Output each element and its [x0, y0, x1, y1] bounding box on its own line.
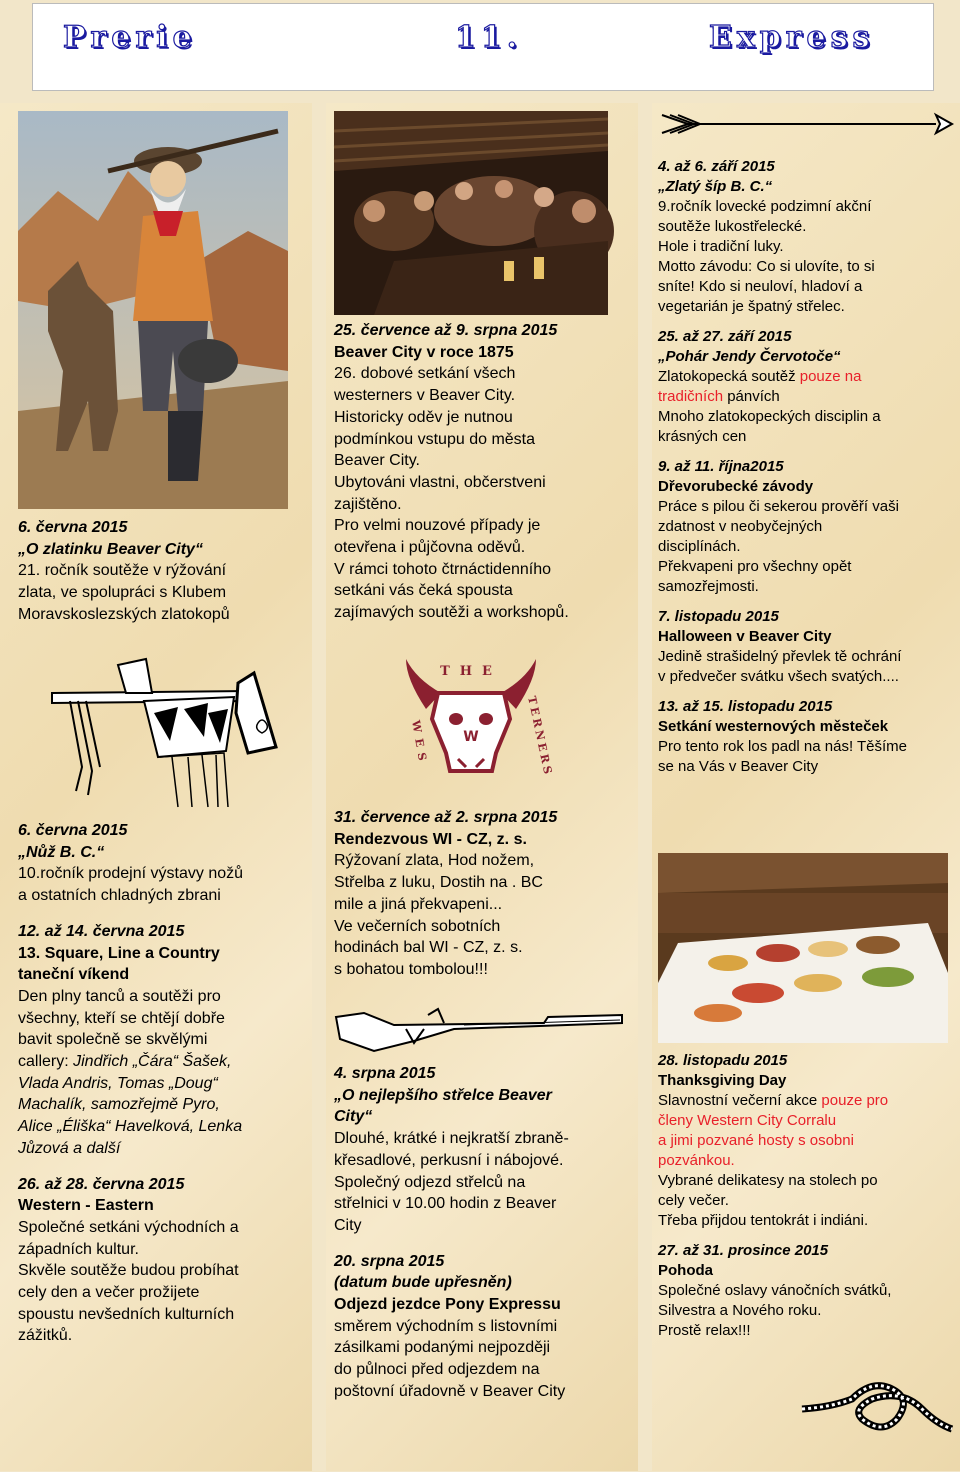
event-title: „Pohár Jendy Červotoče“ [658, 348, 841, 365]
event-line: setkáni vás čeká spousta [334, 582, 513, 600]
logo-top-word: THE [440, 664, 502, 679]
event-title: 13. Square, Line a Country [18, 944, 220, 962]
event-line: 26. dobové setkání všech [334, 365, 516, 383]
column-left [0, 103, 312, 1471]
event-date: 6. června 2015 [18, 822, 128, 839]
column-middle [326, 103, 638, 1471]
event-line: Silvestra a Nového roku. [658, 1302, 822, 1319]
event-title: Odjezd jezdce Pony Expressu [334, 1296, 561, 1314]
event-line: Mnoho zlatokopeckých disciplin a [658, 408, 881, 425]
event-thanksgiving [658, 1051, 891, 1341]
event-gold-panning [18, 517, 230, 626]
rifle-illustration [334, 1003, 624, 1055]
event-line: Ve večerních sobotních [334, 917, 501, 935]
event-line: vegetarián je špatný střelec. [658, 298, 845, 315]
event-line: V rámci tohoto čtrnáctidenního [334, 560, 552, 578]
event-date: 4. srpna 2015 [334, 1065, 436, 1082]
event-line: Beaver City. [334, 452, 420, 470]
event-line: Moravskoslezských zlatokopů [18, 605, 230, 623]
event-date: 20. srpna 2015 [334, 1252, 445, 1270]
event-title: Thanksgiving Day [658, 1072, 787, 1089]
event-line: otevřena i půjčovna oděvů. [334, 539, 526, 557]
event-line: Vybrané delikatesy na stolech po [658, 1172, 878, 1189]
event-title: taneční víkend [18, 966, 130, 984]
event-highlight: pozvánkou. [658, 1152, 735, 1169]
logo-left-word: WES [409, 719, 430, 768]
event-golden-arrow [658, 157, 907, 777]
event-date: 26. až 28. června 2015 [18, 1175, 185, 1193]
event-beaver-city-1875 [334, 320, 569, 624]
event-title: Setkání westernových městeček [658, 718, 889, 735]
event-highlight: členy Western City Corralu [658, 1112, 837, 1129]
event-line: 9.ročník lovecké podzimní akční [658, 198, 872, 215]
event-line: Zlatokopecká soutěž [658, 368, 800, 385]
event-line: Překvapeni pro všechny opět [658, 558, 852, 575]
event-line: mile a jiná překvapeni... [334, 895, 503, 913]
header-right-word: Express [709, 20, 875, 55]
event-line: 10.ročník prodejní výstavy nožů [18, 865, 244, 883]
event-line: callery: [18, 1053, 74, 1071]
event-date: 27. až 31. prosince 2015 [658, 1242, 829, 1259]
event-line: zajímavých soutěži a workshopů. [334, 604, 569, 622]
prospector-painting [18, 111, 288, 509]
event-date: 6. června 2015 [18, 519, 128, 536]
event-date: 28. listopadu 2015 [658, 1052, 788, 1069]
event-line: s bohatou tombolou!!! [334, 960, 488, 978]
event-line: hodinách bal WI - CZ, z. s. [334, 939, 523, 957]
event-line: westerners v Beaver City. [334, 387, 516, 405]
event-line: Společný odjezd střelců na [334, 1173, 526, 1191]
event-date: 4. až 6. září 2015 [658, 158, 775, 175]
caller-name: Machalík, samozřejmě Pyro, [18, 1096, 220, 1114]
event-line: Skvěle soutěže budou probíhat [18, 1262, 239, 1280]
event-line: cely den a večer prožijete [18, 1284, 200, 1302]
event-title: City“ [334, 1108, 373, 1126]
event-line: zlata, ve spolupráci s Klubem [18, 584, 227, 602]
event-line: Třeba přijdou tentokrát i indiáni. [658, 1212, 869, 1229]
event-title: Western - Eastern [18, 1197, 154, 1215]
event-line: zdatnost v neobyčejných [658, 518, 823, 535]
event-date: 7. listopadu 2015 [658, 608, 779, 625]
event-line: krásných cen [658, 428, 747, 445]
event-best-shooter [334, 1063, 569, 1403]
event-line: Den plny tanců a soutěži pro [18, 987, 221, 1005]
event-date: 13. až 15. listopadu 2015 [658, 698, 833, 715]
event-line: Práce s pilou či sekerou prověří vaši [658, 498, 899, 515]
column-right [652, 103, 960, 1471]
event-line: střelnici v 10.00 hodin z Beaver [334, 1195, 557, 1213]
event-line: západních kultur. [18, 1240, 139, 1258]
event-line: Jedině strašidelný převlek tě ochrání [658, 648, 902, 665]
event-highlight: a jimi pozvané hosty s osobni [658, 1132, 854, 1149]
event-line: Společné setkáni východních a [18, 1218, 239, 1236]
event-line: Slavnostní večerní akce [658, 1092, 822, 1109]
event-line: do půlnoci před odjezdem na [334, 1361, 540, 1379]
event-line: City [334, 1216, 362, 1234]
event-line: a ostatních chladných zbrani [18, 887, 221, 905]
page-header [32, 3, 934, 91]
tomahawk-illustration [48, 657, 278, 807]
event-line: Rýžovaní zlata, Hod nožem, [334, 852, 535, 870]
event-title: Rendezvous WI - CZ, z. s. [334, 830, 527, 848]
event-line: Společné oslavy vánočních svátků, [658, 1282, 892, 1299]
event-line: všechny, kteří se chtějí dobře [18, 1009, 225, 1027]
event-line: Ubytováni vlastni, občerstveni [334, 473, 546, 491]
event-title: Pohoda [658, 1262, 713, 1279]
arrow-illustration [658, 111, 954, 137]
event-line: spoustu nevšedních kulturních [18, 1305, 235, 1323]
event-highlight: tradičních [658, 388, 724, 405]
rope-knot-illustration [802, 1369, 952, 1449]
event-line: zajištěno. [334, 495, 402, 513]
event-line: Hole i tradiční luky. [658, 238, 784, 255]
saloon-photo [334, 111, 608, 315]
event-line: cely večer. [658, 1192, 729, 1209]
event-date: 25. července až 9. srpna 2015 [334, 322, 558, 339]
event-line: samozřejmosti. [658, 578, 759, 595]
event-line: pánvích [723, 388, 780, 405]
logo-mid-letter: W [463, 729, 479, 745]
header-center-number: 11. [455, 20, 523, 55]
event-rendezvous [334, 807, 557, 981]
event-line: Střelba z luku, Dostih na . BC [334, 874, 543, 892]
logo-right-word: TERNERS [525, 694, 555, 779]
event-title: „O zlatinku Beaver City“ [18, 540, 203, 558]
event-line: Historicky oděv je nutnou [334, 408, 513, 426]
event-line: Prostě relax!!! [658, 1322, 751, 1339]
header-left-word: Prerie [63, 20, 197, 55]
event-note: (datum bude upřesněn) [334, 1274, 512, 1292]
event-date: 25. až 27. září 2015 [658, 328, 792, 345]
event-title: „Zlatý šíp B. C.“ [658, 178, 773, 195]
event-line: Dlouhé, krátké i nejkratší zbraně- [334, 1130, 569, 1148]
event-title: „O nejlepšího střelce Beaver [334, 1086, 552, 1104]
event-line: 21. ročník soutěže v rýžování [18, 562, 227, 580]
caller-name: Vlada Andris, Tomas „Doug“ [18, 1074, 218, 1092]
event-highlight: pouze na [799, 368, 862, 385]
event-date: 9. až 11. října2015 [658, 458, 784, 475]
caller-name: Jůzová a další [18, 1139, 121, 1157]
event-line: disciplínách. [658, 538, 741, 555]
event-line: zásilkami podanými nejpozději [334, 1339, 551, 1357]
banquet-photo [658, 853, 948, 1043]
event-highlight: pouze pro [821, 1092, 889, 1109]
event-title: „Nůž B. C.“ [18, 843, 105, 861]
event-line: v předvečer svátku všech svatých.... [658, 668, 899, 685]
event-line: sníte! Kdo si neuloví, hladoví a [658, 278, 863, 295]
westerners-logo [396, 649, 555, 795]
event-line: směrem východním s listovními [334, 1317, 558, 1335]
event-date: 31. července až 2. srpna 2015 [334, 809, 558, 826]
event-title: Dřevorubecké závody [658, 478, 814, 495]
event-line: soutěže lukostřelecké. [658, 218, 807, 235]
event-line: poštovní úřadovně v Beaver City [334, 1382, 566, 1400]
event-line: podmínkou vstupu do města [334, 430, 536, 448]
caller-name: Jindřich „Čára“ Šašek, [73, 1053, 232, 1071]
event-line: bavit společně se skvělými [18, 1031, 208, 1049]
event-title: Halloween v Beaver City [658, 628, 832, 645]
event-line: se na Vás v Beaver City [658, 758, 819, 775]
event-title: Beaver City v roce 1875 [334, 343, 514, 361]
event-line: křesadlové, perkusní i nábojové. [334, 1151, 564, 1169]
event-line: Motto závodu: Co si ulovíte, to si [658, 258, 875, 275]
event-line: Pro velmi nouzové případy je [334, 517, 541, 535]
event-knife-show [18, 820, 243, 1347]
event-line: zážitků. [18, 1327, 73, 1345]
event-line: Pro tento rok los padl na nás! Těšíme [658, 738, 908, 755]
event-date: 12. až 14. června 2015 [18, 922, 185, 940]
caller-name: Alice „Éliška“ Havelková, Lenka [18, 1118, 243, 1136]
